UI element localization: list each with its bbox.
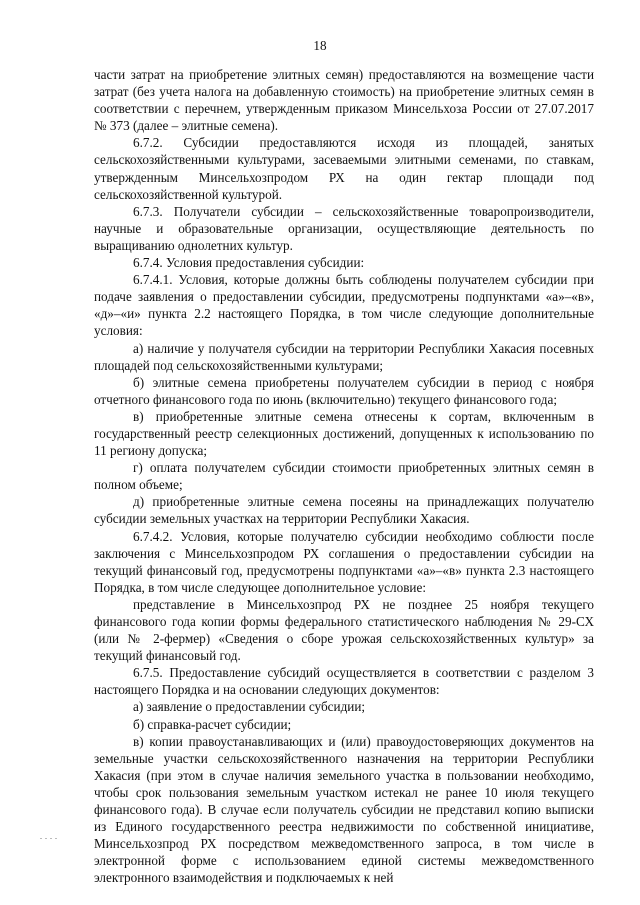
- condition-d: д) приобретенные элитные семена посеяны на принадлежащих получателю субсидии земельных участках на территории Республики Хакасия.: [94, 494, 594, 527]
- document-item-v: в) копии правоустанавливающих и (или) правоудостоверяющих документов на земельные участки сельскохозяйственного назначения на территории Республики Хакасия (при этом в случае наличия земельного участка в пользовании необходимо, чтобы срок пользования земельным участком истекал не ранее 10 июля текущего финансового года). В случае если получатель субсидии не представил копию выписки из Единого государственного реестра недвижимости по собственной инициативе, Минсельхозпрод РХ посредством межведомственного запроса, в том числе в электронной форме с использованием единой системы межведомственного электронного взаимодействия и подключаемых к ней: [94, 733, 594, 886]
- paragraph-continuation: части затрат на приобретение элитных семян) предоставляются на возмещение части затрат (без учета налога на добавленную стоимость) на приобретение элитных семян в соответствии с перечнем, утвержденным приказом Минсельхоза России от 27.07.2017 № 373 (далее – элитные семена).: [94, 67, 594, 134]
- document-item-b: б) справка-расчет субсидии;: [133, 716, 292, 732]
- document-body: [94, 66, 594, 887]
- condition-b: б) элитные семена приобретены получателем субсидии в период с ноября отчетного финансового года по июнь (включительно) текущего финансового года;: [94, 374, 594, 407]
- document-item-a: а) заявление о предоставлении субсидии;: [133, 699, 366, 715]
- condition-a: а) наличие у получателя субсидии на территории Республики Хакасия посевных площадей под сельскохозяйственными культурами;: [94, 340, 594, 373]
- margin-scan-artifact: [40, 826, 68, 832]
- paragraph-6-7-3: 6.7.3. Получатели субсидии – сельскохозяйственные товаропроизводители, научные и образовательные организации, осуществляющие деятельность по выращиванию однолетних культур.: [94, 203, 594, 253]
- paragraph-6-7-4-2: 6.7.4.2. Условия, которые получателю субсидии необходимо соблюсти после заключения с Минсельхозпродом РХ соглашения о предоставлении субсидии на текущий финансовый год, предусмотрены подпунктами «а»–«в» пункта 2.3 настоящего Порядка, в том числе следующее дополнительное условие:: [94, 528, 594, 595]
- paragraph-reporting-condition: представление в Минсельхозпрод РХ не позднее 25 ноября текущего финансового года копии формы федерального статистического наблюдения № 29-СХ (или № 2-фермер) «Сведения о сборе урожая сельскохозяйственных культур» за текущий финансовый год.: [94, 596, 594, 664]
- page-number: 18: [313, 38, 327, 53]
- paragraph-6-7-5: 6.7.5. Предоставление субсидий осуществляется в соответствии с разделом 3 настоящего Порядка и на основании следующих документов:: [94, 665, 594, 698]
- paragraph-6-7-2: 6.7.2. Субсидии предоставляются исходя из площадей, занятых сельскохозяйственными культурами, засеваемыми элитными семенами, по ставкам, утвержденным Минсельхозпродом РХ на один гектар площади под сельскохозяйственной культурой.: [94, 135, 594, 202]
- condition-g: г) оплата получателем субсидии стоимости приобретенных элитных семян в полном объеме;: [94, 460, 594, 493]
- condition-v: в) приобретенные элитные семена отнесены к сортам, включенным в государственный реестр селекционных достижений, допущенных к использованию по 11 региону допуска;: [94, 408, 594, 459]
- paragraph-6-7-4: 6.7.4. Условия предоставления субсидии:: [133, 255, 365, 271]
- paragraph-6-7-4-1: 6.7.4.1. Условия, которые должны быть соблюдены получателем субсидии при подаче заявления о предоставлении субсидии, предусмотрены подпунктами «а»–«в», «д»–«и» пункта 2.2 настоящего Порядка, в том числе следующие дополнительные условия:: [94, 272, 594, 339]
